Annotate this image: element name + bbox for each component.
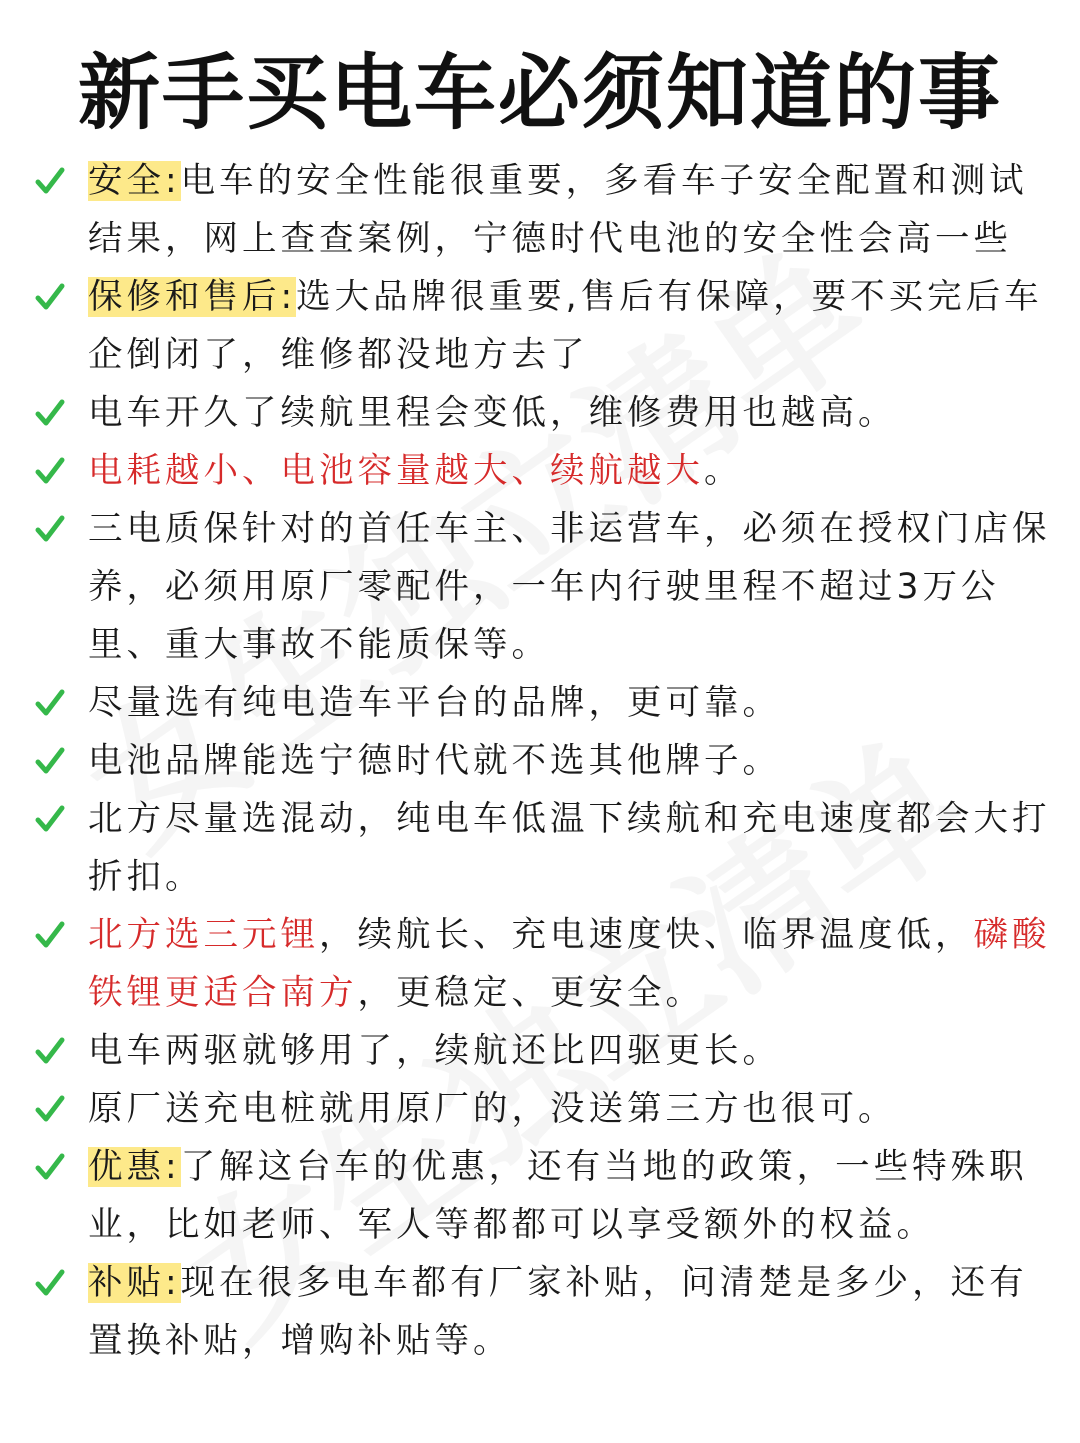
item-label: 安全:	[88, 161, 181, 201]
check-icon	[34, 165, 66, 197]
check-icon	[34, 1151, 66, 1183]
list-item	[0, 1080, 1080, 1138]
check-icon	[34, 687, 66, 719]
item-text: ，续航长、充电速度快、临界温度低，	[319, 915, 974, 955]
item-text: ，更稳定、更安全。	[357, 973, 704, 1013]
item-text: 。	[704, 451, 743, 491]
tips-list	[0, 152, 1080, 1370]
item-red-text: 电耗越小、电池容量越大、续航越大	[88, 451, 704, 491]
item-red-text: 北方选三元锂	[88, 915, 319, 955]
list-item	[0, 1138, 1080, 1254]
check-icon	[34, 803, 66, 835]
item-text: 了解这台车的优惠，还有当地的政策，一些特殊职业，比如老师、军人等都都可以享受额外的权益。	[88, 1147, 1028, 1245]
list-item	[0, 732, 1080, 790]
item-text: 电车的安全性能很重要，多看车子安全配置和测试结果，网上查查案例，宁德时代电池的安全性会高一些	[88, 161, 1028, 259]
item-text: 电车开久了续航里程会变低，维修费用也越高。	[88, 393, 897, 433]
item-text: 电池品牌能选宁德时代就不选其他牌子。	[88, 741, 781, 781]
check-icon	[34, 455, 66, 487]
list-item	[0, 384, 1080, 442]
list-item	[0, 906, 1080, 1022]
list-item	[0, 1022, 1080, 1080]
check-icon	[34, 1267, 66, 1299]
item-label: 补贴:	[88, 1263, 181, 1303]
list-item	[0, 500, 1080, 674]
check-icon	[34, 745, 66, 777]
check-icon	[34, 397, 66, 429]
list-item	[0, 674, 1080, 732]
check-icon	[34, 513, 66, 545]
item-text: 电车两驱就够用了，续航还比四驱更长。	[88, 1031, 781, 1071]
item-text: 尽量选有纯电造车平台的品牌，更可靠。	[88, 683, 781, 723]
list-item	[0, 442, 1080, 500]
item-text: 现在很多电车都有厂家补贴，问清楚是多少，还有置换补贴，增购补贴等。	[88, 1263, 1028, 1361]
check-icon	[34, 919, 66, 951]
list-item	[0, 790, 1080, 906]
check-icon	[34, 281, 66, 313]
list-item	[0, 1254, 1080, 1370]
page-title: 新手买电车必须知道的事	[77, 46, 1002, 141]
item-red-text: 磷酸铁锂更适合南方	[88, 915, 1051, 1013]
check-icon	[34, 1035, 66, 1067]
check-icon	[34, 1093, 66, 1125]
item-text: 三电质保针对的首任车主、非运营车，必须在授权门店保养，必须用原厂零配件，一年内行驶里程不超过3万公里、重大事故不能质保等。	[88, 509, 1051, 665]
item-text: 北方尽量选混动，纯电车低温下续航和充电速度都会大打折扣。	[88, 799, 1051, 897]
item-label: 优惠:	[88, 1147, 181, 1187]
list-item	[0, 268, 1080, 384]
item-label: 保修和售后:	[88, 277, 297, 317]
item-text: 原厂送充电桩就用原厂的，没送第三方也很可。	[88, 1089, 897, 1129]
item-text: 选大品牌很重要,售后有保障，要不买完后车企倒闭了，维修都没地方去了	[88, 277, 1043, 375]
list-item	[0, 152, 1080, 268]
